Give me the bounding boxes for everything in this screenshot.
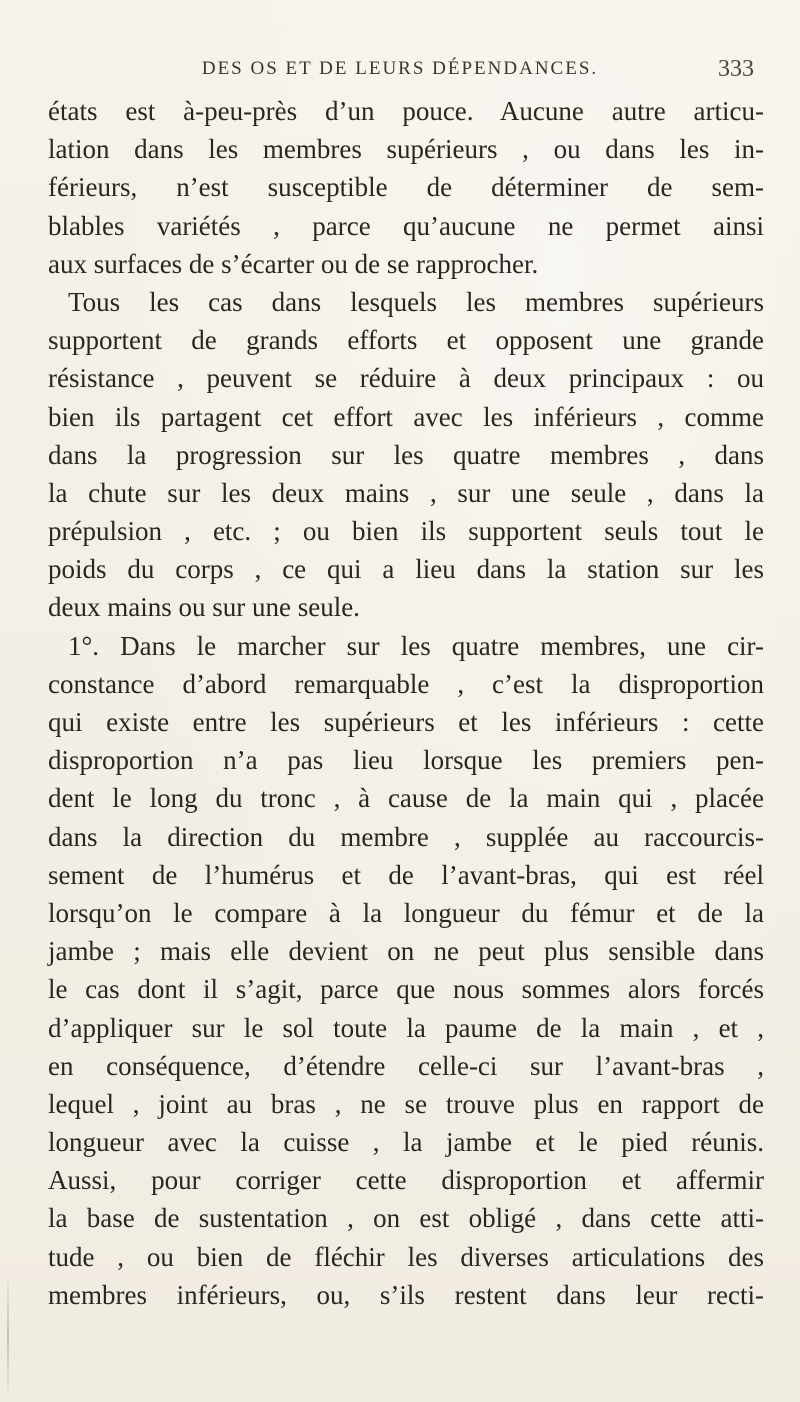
text-line-21: sement de l’humérus et de l’avant-bras, qui est réel xyxy=(48,859,764,890)
text-line-5: aux surfaces de s’écarter ou de se rapprocher. xyxy=(48,248,539,279)
text-line-13: poids du corps , ce qui a lieu dans la station sur les xyxy=(48,554,764,585)
text-line-15: 1°. Dans le marcher sur les quatre membres, une cir- xyxy=(68,630,764,661)
text-line-20: dans la direction du membre , supplée au raccourcis- xyxy=(48,821,764,852)
text-line-2: lation dans les membres supérieurs , ou dans les in- xyxy=(48,134,764,165)
text-line-31: tude , ou bien de fléchir les diverses articulations des xyxy=(48,1241,764,1272)
text-line-4: blables variétés , parce qu’aucune ne permet ainsi xyxy=(48,210,764,241)
page-number: 333 xyxy=(718,56,754,82)
text-line-30: la base de sustentation , on est obligé , dans cette atti- xyxy=(48,1203,764,1234)
text-line-10: dans la progression sur les quatre membres , dans xyxy=(48,439,764,470)
page-edge-shadow xyxy=(7,1270,9,1402)
text-line-8: résistance , peuvent se réduire à deux principaux : ou xyxy=(48,363,764,394)
body-text xyxy=(48,92,764,1314)
text-line-22: lorsqu’on le compare à la longueur du fémur et de la xyxy=(48,897,764,928)
text-line-11: la chute sur les deux mains , sur une seule , dans la xyxy=(48,477,764,508)
text-line-18: disproportion n’a pas lieu lorsque les premiers pen- xyxy=(48,745,764,776)
text-line-9: bien ils partagent cet effort avec les inférieurs , comme xyxy=(48,401,764,432)
text-line-7: supportent de grands efforts et opposent une grande xyxy=(48,325,764,356)
running-head xyxy=(0,58,800,88)
text-line-25: d’appliquer sur le sol toute la paume de la main , et , xyxy=(48,1012,764,1043)
text-line-23: jambe ; mais elle devient on ne peut plus sensible dans xyxy=(48,936,764,967)
text-line-26: en conséquence, d’étendre celle-ci sur l’avant-bras , xyxy=(48,1050,764,1081)
text-line-14: deux mains ou sur une seule. xyxy=(48,592,360,623)
text-line-3: férieurs, n’est susceptible de déterminer de sem- xyxy=(48,172,764,203)
text-line-19: dent le long du tronc , à cause de la main qui , placée xyxy=(48,783,764,814)
text-line-24: le cas dont il s’agit, parce que nous sommes alors forcés xyxy=(48,974,764,1005)
text-line-28: longueur avec la cuisse , la jambe et le pied réunis. xyxy=(48,1127,764,1158)
text-line-6: Tous les cas dans lesquels les membres supérieurs xyxy=(68,286,764,317)
text-line-29: Aussi, pour corriger cette disproportion et affermir xyxy=(48,1165,764,1196)
text-line-1: états est à-peu-près d’un pouce. Aucune autre articu- xyxy=(48,96,764,126)
text-line-16: constance d’abord remarquable , c’est la disproportion xyxy=(48,668,764,699)
running-head-title: DES OS ET DE LEURS DÉPENDANCES. xyxy=(201,58,599,79)
text-line-27: lequel , joint au bras , ne se trouve plus en rapport de xyxy=(48,1088,764,1119)
text-line-12: prépulsion , etc. ; ou bien ils supportent seuls tout le xyxy=(48,516,764,547)
text-line-17: qui existe entre les supérieurs et les inférieurs : cette xyxy=(48,707,764,737)
text-line-32: membres inférieurs, ou, s’ils restent dans leur recti- xyxy=(48,1279,764,1310)
